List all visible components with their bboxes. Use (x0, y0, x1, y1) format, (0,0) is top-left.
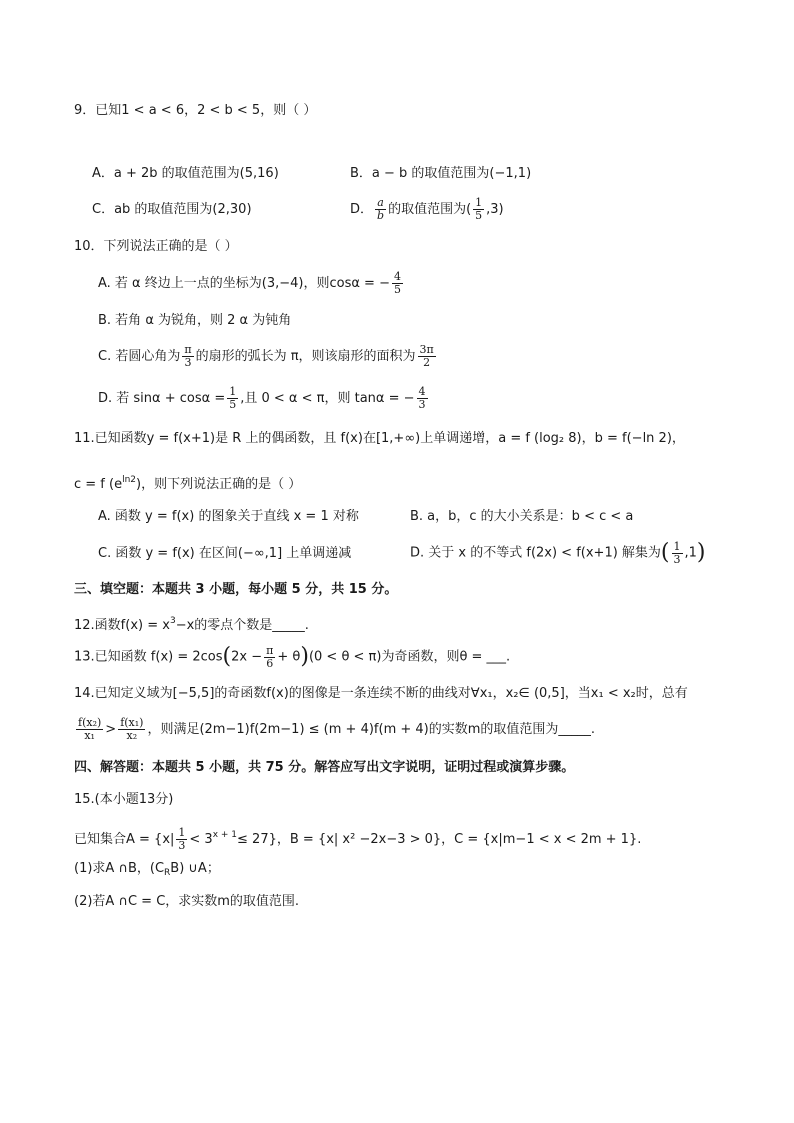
q9-option-a: A．a + 2b 的取值范围为(5,16) (92, 166, 279, 181)
q9-option-b: B．a − b 的取值范围为(−1,1) (350, 166, 532, 181)
q14-line2: $\frac{\text{f(x₂)}}{\text{x₁}}$ > $\frac{\text{f(x₁)}}{\text{x₂}}$ ，则满足(2m−1)f(2m−1) ≤ (m + 4)f(m + 4)的实数m的取值范围为_____. (78, 716, 596, 742)
section-3-heading: 三、填空题：本题共 3 小题，每小题 5 分，共 15 分。 (74, 582, 398, 597)
q9-option-c: C．ab 的取值范围为(2,30) (92, 202, 252, 217)
q15-part1: (1)求A ∩B，$(C_RB)$ ∪A； (74, 861, 220, 878)
q13: 13.已知函数 f(x) = 2cos(2x − $\frac{\pi}{6}$ + θ)(0 < θ < π)为奇函数，则θ = ___. (74, 643, 511, 670)
q9-stem: 9．已知1 < a < 6，2 < b < 5，则（ ） (74, 103, 317, 118)
q11-option-a: A. 函数 y = f(x) 的图象关于直线 x = 1 对称 (98, 509, 359, 524)
q10-option-a: A. 若 α 终边上一点的坐标为(3,−4)，则cosα = − $\frac{4}{5}$ (98, 270, 401, 296)
q11-stem-line2: c = f $(e^{ln2})$，则下列说法正确的是（ ） (74, 475, 302, 492)
q11-option-c: C. 函数 y = f(x) 在区间(−∞,1] 上单调递减 (98, 546, 352, 561)
q15-title: 15.(本小题13分) (74, 792, 174, 807)
section-4-heading: 四、解答题：本题共 5 小题，共 75 分。解答应写出文字说明，证明过程或演算步骤。 (74, 760, 575, 775)
q10-stem: 10．下列说法正确的是（ ） (74, 239, 238, 254)
q11-stem-line1: 11.已知函数y = f(x+1)是 R 上的偶函数，且 f(x)在[1,+∞)上单调递增，a = f (log₂ 8)，b = f(−ln 2)， (74, 431, 685, 446)
q10-option-d: D. 若 sinα + cosα = $\frac{1}{5}$ ,且 0 < α < π，则 tanα = − $\frac{4}{3}$ (98, 385, 426, 411)
q12: 12.函数$f(x) = x^3-x$的零点个数是_____. (74, 616, 309, 633)
q14-line1: 14.已知定义域为[−5,5]的奇函数f(x)的图像是一条连续不断的曲线对∀x₁，x₂∈ (0,5]，当x₁ < x₂时，总有 (74, 686, 688, 701)
q9-option-d: D． $\frac{a}{b}$ 的取值范围为( $\frac{1}{5}$ ,3) (350, 196, 504, 222)
q11-option-b: B. a，b，c 的大小关系是：b < c < a (410, 509, 634, 524)
q15-part2: (2)若A ∩C = C，求实数m的取值范围. (74, 894, 300, 909)
q10-option-c: C. 若圆心角为 $\frac{\pi}{3}$ 的扇形的弧长为 π，则该扇形的面积为 $\frac{3\pi}{2}$ (98, 343, 434, 369)
q10-option-b: B. 若角 α 为锐角，则 2 α 为钝角 (98, 313, 292, 328)
q11-option-d: D. 关于 x 的不等式 f(2x) < f(x+1) 解集为( $\frac{1}{3}$ ,1) (410, 539, 706, 566)
q15-stem: 已知集合A = {x| $\frac{1}{3}$ < $3^{x + 1}\le 27$}，B = {x| x² −2x−3 > 0}，C = {x|m−1 < x < 2m + 1}. (74, 826, 642, 852)
